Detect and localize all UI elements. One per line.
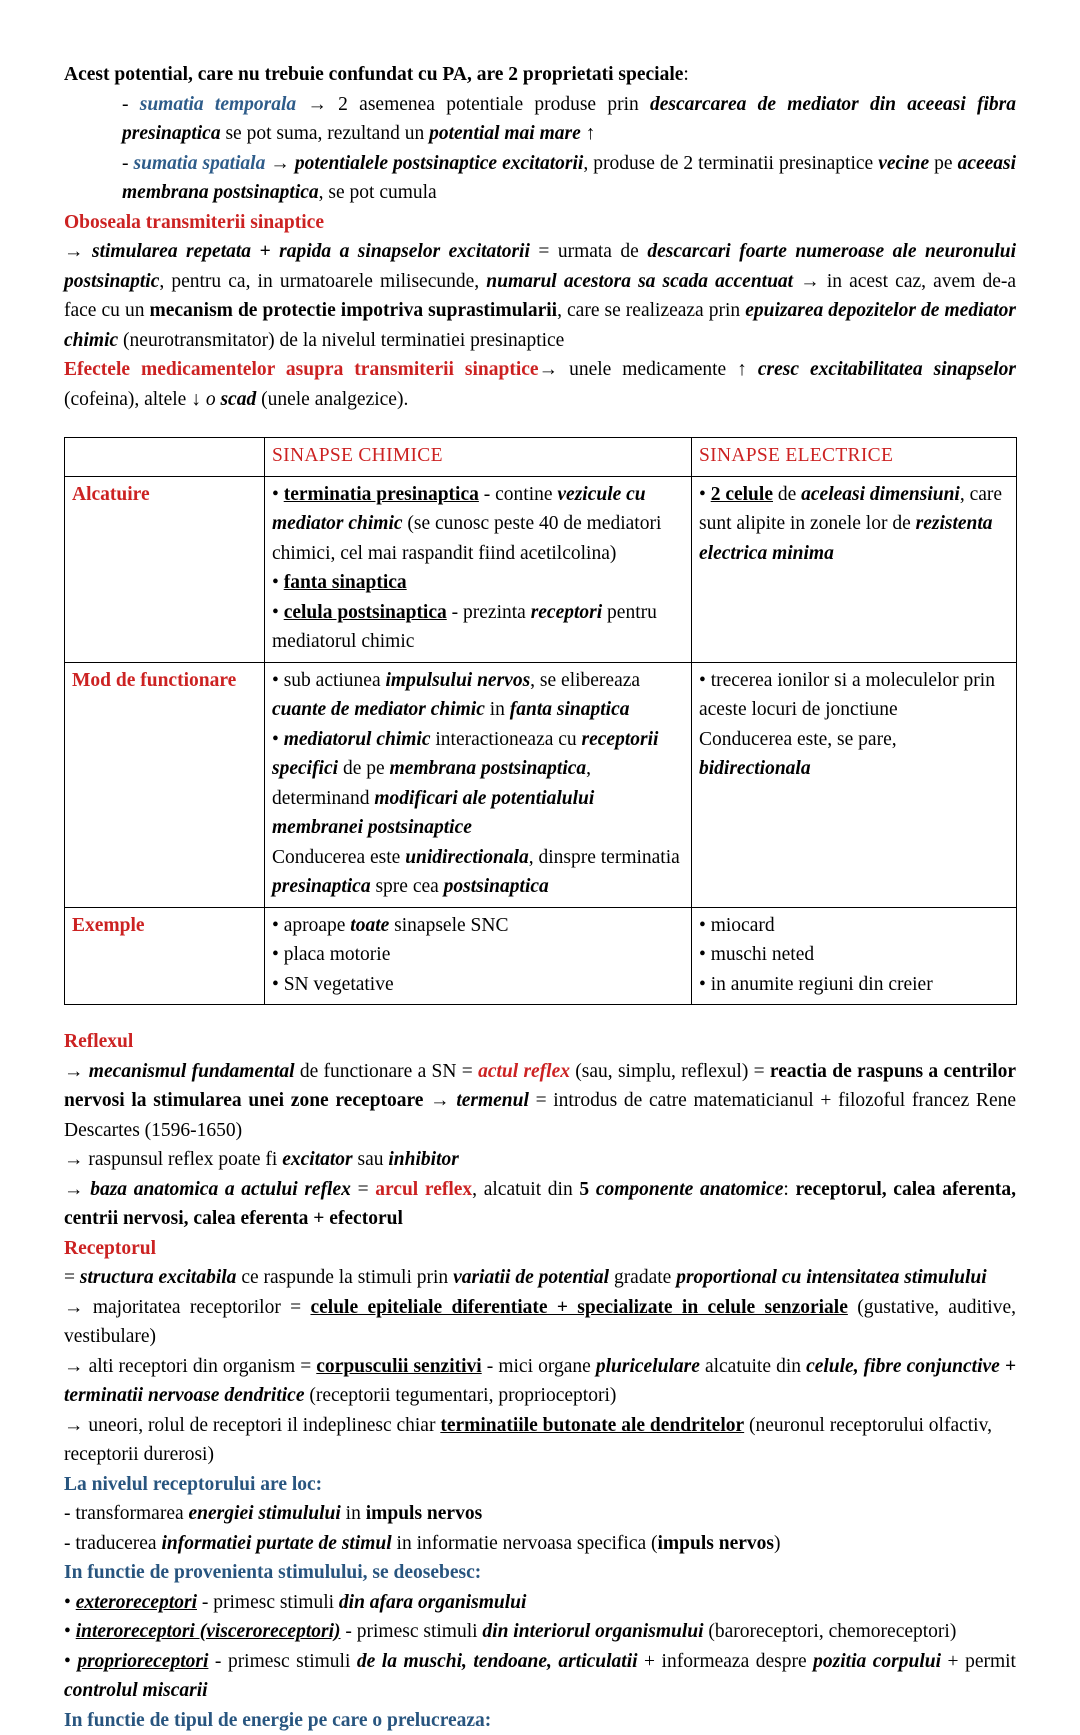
bold-italic-run: membrana postsinaptica <box>390 758 587 779</box>
text-run: = urmata de <box>530 241 647 262</box>
bold-italic-run: pozitia corpului <box>813 1651 941 1672</box>
heading-efecte-medicamente: Efectele medicamentelor asupra transmiterii sinaptice <box>64 359 539 380</box>
cell-bullet <box>272 666 684 725</box>
text-run: gradate <box>609 1267 676 1288</box>
text-run: miocard <box>711 915 775 936</box>
text-run: (cofeina), altele ↓ <box>64 389 206 410</box>
bold-italic-run: componente anatomice <box>596 1179 784 1200</box>
arrow-glyph: → <box>64 1356 84 1377</box>
text-run: , produse de 2 terminatii presinaptice <box>583 153 878 174</box>
text-run: in <box>341 1503 366 1524</box>
text-run: ) <box>774 1533 781 1554</box>
table-header-row <box>65 438 1017 477</box>
row-label-text: Exemple <box>72 915 145 936</box>
bold-italic-run: descarcari foarte numeroase ale neuronului postsinaptic <box>64 241 1016 292</box>
intro-bullet-sumatia-spatiala <box>122 149 1016 208</box>
bold-run: reactia de raspuns a centrilor nervosi la stimularea unei zone receptoare <box>64 1061 1016 1112</box>
bold-italic-run: pluricelulare <box>596 1356 700 1377</box>
text-run: SN vegetative <box>284 974 394 995</box>
text-run: - mici organe <box>482 1356 596 1377</box>
bold-italic-run: bidirectionala <box>699 758 811 779</box>
bold-italic-run: vecine <box>878 153 929 174</box>
bold-italic-run: cuante de mediator chimic <box>272 699 485 720</box>
bold-italic-run: potential mai mare ↑ <box>429 123 595 144</box>
text-run: pe <box>929 153 957 174</box>
bold-underline-run: 2 celule <box>711 484 773 505</box>
arrow-glyph: → <box>307 94 327 115</box>
text-run: sinapsele SNC <box>389 915 508 936</box>
cell-alcatuire-chimice <box>265 476 692 662</box>
bold-italic-run: rezistenta electrica minima <box>699 513 993 564</box>
text-run: , pentru ca, in urmatoarele milisecunde, <box>159 271 486 292</box>
cell-bullet <box>699 940 1009 970</box>
bold-italic-run: termenul <box>456 1090 529 1111</box>
header-sinapse-electrice: SINAPSE ELECTRICE <box>692 438 1017 477</box>
bold-italic-run: epuizarea depozitelor de mediator chimic <box>64 300 1016 351</box>
text-run: majoritatea receptorilor = <box>84 1297 311 1318</box>
text-run: (baroreceptori, chemoreceptori) <box>704 1621 957 1642</box>
paragraph-receptorul-3 <box>64 1352 1016 1411</box>
text-run: : <box>783 1179 795 1200</box>
bold-italic-run: modificari ale potentialului membranei postsinaptice <box>272 788 594 839</box>
text-run: spre cea <box>371 876 444 897</box>
paragraph-reflexul-3 <box>64 1175 1016 1234</box>
text-run: se pot suma, rezultand un <box>221 123 430 144</box>
text-run: interactioneaza cu <box>431 729 582 750</box>
text-run: in informatie nervoasa specifica ( <box>392 1533 658 1554</box>
cell-bullet <box>272 480 684 569</box>
text-run: - primesc stimuli <box>197 1592 339 1613</box>
paragraph-oboseala <box>64 237 1016 355</box>
row-label-exemple <box>65 907 265 1005</box>
text-run: unele medicamente ↑ <box>558 359 758 380</box>
bold-italic-run: din interiorul organismului <box>482 1621 703 1642</box>
bullet-glyph: • <box>272 974 284 995</box>
row-label-alcatuire <box>65 476 265 662</box>
text-run: de functionare a SN = <box>295 1061 479 1082</box>
bold-italic-run: unidirectionala <box>405 847 529 868</box>
equals-marker: = <box>64 1267 80 1288</box>
arrow-glyph: → <box>270 153 290 174</box>
text-run: - primesc stimuli <box>341 1621 483 1642</box>
text-run: , determinand <box>272 758 591 809</box>
text-run: aproape <box>284 915 351 936</box>
text-run: in anumite regiuni din creier <box>711 974 933 995</box>
row-label-text: Alcatuire <box>72 484 150 505</box>
bold-italic-run: cresc excitabilitatea sinapselor <box>758 359 1016 380</box>
paragraph-efecte-medicamente <box>64 355 1016 414</box>
text-run: + informeaza despre <box>638 1651 814 1672</box>
bold-italic-run: controlul miscarii <box>64 1680 208 1701</box>
bullet-glyph: • <box>699 915 711 936</box>
text-run: ce raspunde la stimuli prin <box>236 1267 453 1288</box>
cell-alcatuire-electrice <box>692 476 1017 662</box>
term-sumatia-spatiala: sumatia spatiala <box>134 153 266 174</box>
text-run: de <box>773 484 801 505</box>
arrow-glyph: → <box>430 1090 450 1111</box>
italic-run: o <box>206 389 221 410</box>
heading-oboseala: Oboseala transmiterii sinaptice <box>64 208 1016 238</box>
text-run: (neurotransmitator) de la nivelul terminatiei presinaptice <box>118 330 564 351</box>
cell-bullet <box>699 911 1009 941</box>
text-run: (gustative, auditive, vestibulare) <box>64 1297 1016 1348</box>
cell-bullet <box>699 970 1009 1000</box>
text-run: raspunsul reflex poate fi <box>84 1149 283 1170</box>
dash-marker: - <box>64 1503 75 1524</box>
arrow-glyph: → <box>64 1061 84 1082</box>
bold-run: receptorul, calea aferenta, centrii nervosi, calea eferenta + efectorul <box>64 1179 1016 1230</box>
text-run: , care sunt alipite in zonele lor de <box>699 484 1002 535</box>
bold-italic-run: vezicule cu mediator chimic <box>272 484 646 535</box>
bold-run: mecanism de protectie impotriva suprastimularii <box>150 300 558 321</box>
bullet-glyph: • <box>272 484 284 505</box>
intro-lead-bold: Acest potential, care nu trebuie confundat cu PA, are 2 proprietati speciale <box>64 64 683 85</box>
text-run: - contine <box>479 484 558 505</box>
text-run: traducerea <box>75 1533 161 1554</box>
arrow-glyph: → <box>64 241 84 262</box>
arrow-glyph: → <box>64 1179 84 1200</box>
text-run: (se cunosc peste 40 de mediatori chimici, cel mai raspandit fiind acetilcolina) <box>272 513 661 564</box>
text-run: in acest caz, avem de-a face cu un <box>64 271 1016 322</box>
bold-italic-run: toate <box>350 915 389 936</box>
bullet-glyph: • <box>272 602 284 623</box>
intro-lead <box>64 60 1016 90</box>
bullet-glyph: • <box>272 944 284 965</box>
bold-italic-run: numarul acestora sa scada accentuat <box>486 271 793 292</box>
text-run: 2 asemenea potentiale produse prin <box>327 94 650 115</box>
heading-reflexul: Reflexul <box>64 1027 1016 1057</box>
heading-receptorul: Receptorul <box>64 1234 1016 1264</box>
bold-italic-run: din afara organismului <box>339 1592 526 1613</box>
text-run: Conducerea este <box>272 847 405 868</box>
bullet-glyph: • <box>699 670 711 691</box>
text-run: uneori, rolul de receptori il indeplinesc chiar <box>84 1415 441 1436</box>
bold-italic-run: postsinaptica <box>444 876 549 897</box>
bullet-glyph: • <box>699 944 711 965</box>
bold-underline-run: corpusculii senzitivi <box>316 1356 481 1377</box>
bold-run: 5 <box>579 1179 595 1200</box>
text-run: pentru mediatorul chimic <box>272 602 657 653</box>
text-run: in <box>485 699 510 720</box>
bold-underline-run: celula postsinaptica <box>284 602 447 623</box>
text-run: (neuronul receptorului olfactiv, receptorii durerosi) <box>64 1415 992 1466</box>
bold-italic-run: structura excitabila <box>80 1267 237 1288</box>
bold-italic-run: presinaptica <box>272 876 371 897</box>
text-run: (receptorii tegumentari, proprioceptori) <box>304 1385 616 1406</box>
cell-exemple-chimice <box>265 907 692 1005</box>
bold-run: impuls nervos <box>366 1503 482 1524</box>
text-run: (sau, simplu, reflexul) = <box>570 1061 770 1082</box>
bold-italic-run: energiei stimulului <box>189 1503 341 1524</box>
red-term-actul-reflex: actul reflex <box>478 1061 570 1082</box>
bold-italic-run: stimularea repetata + rapida a sinapselor excitatorii <box>92 241 530 262</box>
bold-underline-run: terminatia presinaptica <box>284 484 479 505</box>
arrow-glyph: → <box>800 271 820 292</box>
bold-italic-run: variatii de potential <box>453 1267 609 1288</box>
table-row <box>65 907 1017 1005</box>
text-run: , dinspre terminatia <box>529 847 680 868</box>
row-label-mod-de-functionare <box>65 662 265 907</box>
paragraph-receptorul-1 <box>64 1263 1016 1293</box>
bold-italic-run: proportional cu intensitatea stimulului <box>676 1267 986 1288</box>
bold-italic-underline-run: proprioreceptori <box>77 1651 208 1672</box>
row-label-text: Mod de functionare <box>72 670 236 691</box>
arrow-glyph: → <box>64 1415 84 1436</box>
list-item-exteroreceptori <box>64 1588 1016 1618</box>
heading-in-functie-de-tipul-de-energie: In functie de tipul de energie pe care o prelucreaza: <box>64 1706 1016 1735</box>
cell-bullet <box>699 480 1009 569</box>
text-run: alcatuite din <box>700 1356 806 1377</box>
cell-exemple-electrice <box>692 907 1017 1005</box>
bold-italic-underline-run: interoreceptori (visceroreceptori) <box>76 1621 341 1642</box>
arrow-glyph: → <box>64 1149 84 1170</box>
bold-underline-run: terminatiile butonate ale dendritelor <box>440 1415 744 1436</box>
cell-bullet <box>699 666 1009 725</box>
text-run: Conducerea este, se pare, <box>699 729 897 750</box>
table-bottom-spacer <box>64 1005 1016 1027</box>
cell-bullet <box>272 940 684 970</box>
bold-italic-run: potentialele postsinaptice excitatorii <box>295 153 583 174</box>
header-sinapse-chimice: SINAPSE CHIMICE <box>265 438 692 477</box>
table-row <box>65 476 1017 662</box>
bold-italic-run: descarcarea de mediator din aceeasi fibra presinaptica <box>122 94 1016 145</box>
text-run: alti receptori din organism = <box>84 1356 317 1377</box>
list-item-proprioreceptori <box>64 1647 1016 1706</box>
cell-bullet <box>272 970 684 1000</box>
paragraph-reflexul-1 <box>64 1057 1016 1146</box>
term-sumatia-temporala: sumatia temporala <box>140 94 296 115</box>
bullet-glyph: • <box>272 729 284 750</box>
table-row <box>65 662 1017 907</box>
cell-line <box>699 725 1009 784</box>
cell-bullet <box>272 911 684 941</box>
text-run: , se pot cumula <box>319 182 437 203</box>
bullet-glyph: • <box>64 1621 76 1642</box>
bold-italic-run: receptori <box>531 602 602 623</box>
bold-italic-run: aceleasi dimensiuni <box>801 484 960 505</box>
bullet-glyph: • <box>272 670 284 691</box>
text-run: = <box>351 1179 375 1200</box>
bold-italic-run: fanta sinaptica <box>510 699 630 720</box>
bold-italic-run: aceeasi membrana postsinaptica <box>122 153 1016 204</box>
text-run: , se elibereaza <box>530 670 640 691</box>
dash-marker: - <box>122 94 129 115</box>
cell-line <box>272 843 684 902</box>
text-run: + permit <box>941 1651 1016 1672</box>
bold-italic-underline-run: exteroreceptori <box>76 1592 197 1613</box>
paragraph-receptorul-2 <box>64 1293 1016 1352</box>
bold-italic-run: mediatorul chimic <box>284 729 431 750</box>
text-run: trecerea ionilor si a moleculelor prin aceste locuri de jonctiune <box>699 670 995 721</box>
intro-lead-tail: : <box>683 64 688 85</box>
cell-mod-chimice <box>265 662 692 907</box>
bold-italic-run: impulsului nervos <box>386 670 531 691</box>
heading-in-functie-de-provenienta: In functie de provenienta stimulului, se deosebesc: <box>64 1558 1016 1588</box>
bold-italic-run: scad <box>220 389 256 410</box>
list-item-interoreceptori <box>64 1617 1016 1647</box>
cell-bullet <box>272 598 684 657</box>
heading-la-nivelul-receptorului: La nivelul receptorului are loc: <box>64 1470 1016 1500</box>
text-run: muschi neted <box>711 944 814 965</box>
text-run: , care se realizeaza prin <box>557 300 745 321</box>
bullet-glyph: • <box>272 915 284 936</box>
bold-italic-run: celule, fibre conjunctive + terminatii nervoase dendritice <box>64 1356 1016 1407</box>
intro-bullet-sumatia-temporala <box>122 90 1016 149</box>
paragraph-reflexul-2 <box>64 1145 1016 1175</box>
arrow-glyph: → <box>64 1297 84 1318</box>
list-item-traducerea <box>64 1529 1016 1559</box>
bold-italic-run: baza anatomica a actului reflex <box>90 1179 351 1200</box>
bullet-glyph: • <box>699 974 711 995</box>
text-run: (unele analgezice). <box>256 389 408 410</box>
bold-run: impuls nervos <box>658 1533 774 1554</box>
bold-italic-run: receptorii specifici <box>272 729 658 780</box>
dash-marker: - <box>64 1533 75 1554</box>
text-run: sau <box>353 1149 389 1170</box>
dash-marker: - <box>122 153 129 174</box>
text-run: transformarea <box>75 1503 188 1524</box>
bold-underline-run: celule epiteliale diferentiate + specializate in celule senzoriale <box>310 1297 847 1318</box>
arrow-glyph: → <box>539 359 559 380</box>
text-run: - primesc stimuli <box>208 1651 356 1672</box>
synapse-comparison-table <box>64 437 1017 1005</box>
bullet-glyph: • <box>64 1651 77 1672</box>
red-term-arcul-reflex: arcul reflex <box>375 1179 472 1200</box>
bold-underline-run: fanta sinaptica <box>284 572 407 593</box>
cell-bullet <box>272 725 684 843</box>
header-empty <box>65 438 265 477</box>
list-item-transformarea <box>64 1499 1016 1529</box>
bold-italic-run: excitator <box>282 1149 352 1170</box>
text-run: placa motorie <box>284 944 391 965</box>
bold-italic-run: informatiei purtate de stimul <box>161 1533 391 1554</box>
cell-mod-electrice <box>692 662 1017 907</box>
text-run: sub actiunea <box>284 670 386 691</box>
bullet-glyph: • <box>64 1592 76 1613</box>
bullet-glyph: • <box>699 484 711 505</box>
text-run: de pe <box>338 758 389 779</box>
text-run: , alcatuit din <box>472 1179 579 1200</box>
cell-bullet <box>272 568 684 598</box>
bold-italic-run: inhibitor <box>388 1149 458 1170</box>
bold-italic-run: mecanismul fundamental <box>89 1061 295 1082</box>
bold-italic-run: de la muschi, tendoane, articulatii <box>357 1651 638 1672</box>
paragraph-receptorul-4 <box>64 1411 1016 1470</box>
text-run: - prezinta <box>447 602 531 623</box>
bullet-glyph: • <box>272 572 284 593</box>
text-run: = introdus de catre matematicianul + filozoful francez Rene Descartes (1596-1650) <box>64 1090 1016 1141</box>
